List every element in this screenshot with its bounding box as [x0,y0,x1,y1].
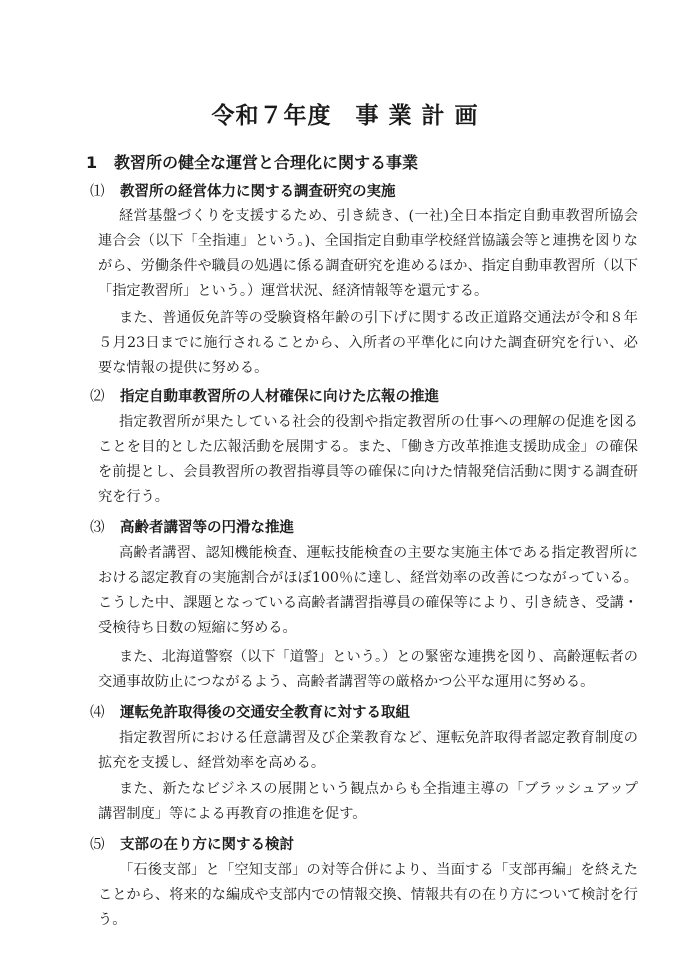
item-3-paragraph-2: また、北海道警察（以下「道警」という。）との緊密な連携を図り、高齢運転者の交通事故防止につながるよう、高齢者講習等の厳格かつ公平な運用に努める。 [98,649,638,690]
item-2-heading [90,385,439,406]
page-title: 令和７年度 事 業 計 画 [211,102,479,129]
item-title: 教習所の経営体力に関する調査研究の実施 [120,184,396,200]
item-5-heading [90,833,294,854]
item-number: ⑸ [90,837,105,853]
item-number: ⑷ [90,705,105,721]
item-1-paragraph-1: 経営基盤づくりを支援するため、引き続き、(一社)全日本指定自動車教習所協会連合会（以下「全指連」という。)、全国指定自動車学校経営協議会等と連携を図りながら、労働条件や職員の処遇に係る調査研究を進めるほか、指定自動車教習所（以下「指定教習所」という。）運営状況、経済情報等を還元する。 [98,208,638,299]
item-3-heading [90,516,294,537]
section-1-heading [86,150,418,173]
item-number: ⑵ [90,389,105,405]
item-number: ⑶ [90,520,105,536]
item-4-heading [90,701,410,722]
item-4-paragraph-1: 指定教習所における任意講習及び企業教育など、運転免許取得者認定教育制度の拡充を支援し、経営効率を高める。 [98,730,638,771]
item-number: ⑴ [90,184,105,200]
item-2-paragraph-1: 指定教習所が果たしている社会的役割や指定教習所の仕事への理解の促進を図ることを目的とした広報活動を展開する。また、「働き方改革推進支援助成金」の確保を前提とし、会員教習所の教習指導員等の確保に向けた情報発信活動に関する調査研究を行う。 [98,414,638,505]
section-number: 1 [86,153,98,172]
item-title: 高齢者講習等の円滑な推進 [120,520,294,536]
section-title: 教習所の健全な運営と合理化に関する事業 [114,153,419,172]
item-title: 指定自動車教習所の人材確保に向けた広報の推進 [120,389,439,405]
item-1-heading [90,180,396,201]
item-1-paragraph-2: また、普通仮免許等の受験資格年齢の引下げに関する改正道路交通法が令和８年５月23日までに施行されることから、入所者の平準化に向けた調査研究を行い、必要な情報の提供に努める。 [98,310,638,376]
item-title: 支部の在り方に関する検討 [120,837,294,853]
item-5-paragraph-1: 「石後支部」と「空知支部」の対等合併により、当面する「支部再編」を終えたことから、将来的な編成や支部内での情報交換、情報共有の在り方について検討を行う。 [98,862,638,928]
item-4-paragraph-2: また、新たなビジネスの展開という観点からも全指連主導の「ブラッシュアップ講習制度」等による再教育の推進を促す。 [98,781,638,822]
item-title: 運転免許取得後の交通安全教育に対する取組 [120,705,410,721]
item-3-paragraph-1: 高齢者講習、認知機能検査、運転技能検査の主要な実施主体である指定教習所における認定教育の実施割合がほぼ100％に達し、経営効率の改善につながっている。こうした中、課題となっている高齢者講習指導員の確保等により、引き続き、受講・受検待ち日数の短縮に努める。 [98,545,638,636]
